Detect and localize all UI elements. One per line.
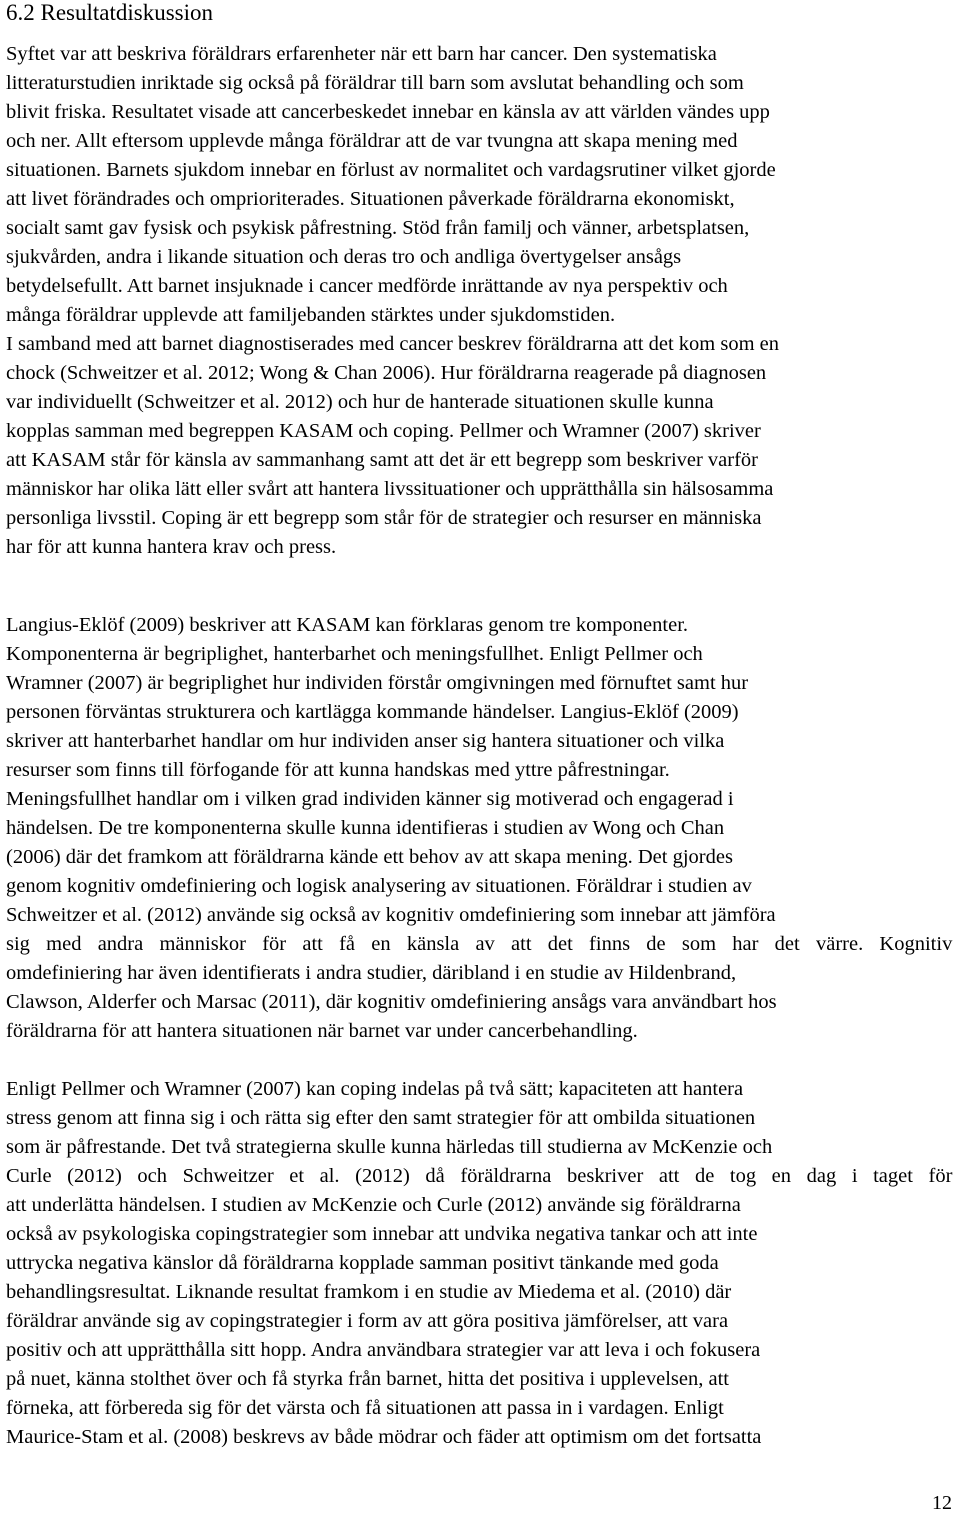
text-line: genom kognitiv omdefiniering och logisk analysering av situationen. Föräldrar i studien av [6,875,752,897]
text-line: sig med andra människor för att få en känsla av att det finns de som har det värre. Kognitiv [6,933,953,955]
text-line: stress genom att finna sig i och rätta sig efter den samt strategier för att ombilda situationen [6,1107,756,1129]
text-line: att KASAM står för känsla av sammanhang samt att det är ett begrepp som beskriver varför [6,449,759,471]
text-line: omdefiniering har även identifierats i andra studier, däribland i en studie av Hildenbrand, [6,962,737,984]
text-line: var individuellt (Schweitzer et al. 2012) och hur de hanterade situationen skulle kunna [6,391,714,413]
text-line: uttrycka negativa känslor då föräldrarna kopplade samman positivt tänkande med goda [6,1252,719,1274]
text-line: som är påfrestande. Det två strategierna skulle kunna härledas till studierna av McKenzie och [6,1136,773,1158]
text-line: Syftet var att beskriva föräldrars erfarenheter när ett barn har cancer. Den systematiska [6,43,717,65]
text-line: chock (Schweitzer et al. 2012; Wong & Chan 2006). Hur föräldrarna reagerade på diagnosen [6,362,767,384]
text-line: att underlätta händelsen. I studien av McKenzie och Curle (2012) använde sig föräldrarna [6,1194,741,1216]
text-line: på nuet, känna stolthet över och få styrka från barnet, hitta det positiva i upplevelsen, att [6,1368,729,1390]
text-line: föräldrar använde sig av copingstrategier i form av att göra positiva jämförelser, att vara [6,1310,729,1332]
text-line: Curle (2012) och Schweitzer et al. (2012) då föräldrarna beskriver att de tog en dag i taget för [6,1165,953,1187]
text-line: Wramner (2007) är begriplighet hur individen förstår omgivningen med förnuftet samt hur [6,672,749,694]
text-line: Langius-Eklöf (2009) beskriver att KASAM kan förklaras genom tre komponenter. [6,614,689,636]
text-line: I samband med att barnet diagnostiserades med cancer beskrev föräldrarna att det kom som en [6,333,780,355]
text-line: kopplas samman med begreppen KASAM och coping. Pellmer och Wramner (2007) skriver [6,420,761,442]
text-line: att livet förändrades och omprioriterades. Situationen påverkade föräldrarna ekonomiskt, [6,188,735,210]
text-line: Maurice-Stam et al. (2008) beskrevs av både mödrar och fäder att optimism om det fortsatta [6,1426,762,1448]
text-line: händelsen. De tre komponenterna skulle kunna identifieras i studien av Wong och Chan [6,817,725,839]
text-line: också av psykologiska copingstrategier som innebar att undvika negativa tankar och att inte [6,1223,758,1245]
text-line: personliga livsstil. Coping är ett begrepp som står för de strategier och resurser en människa [6,507,762,529]
text-line: människor har olika lätt eller svårt att hantera livssituationer och upprätthålla sin hälsosamma [6,478,774,500]
text-line: socialt samt gav fysisk och psykisk påfrestning. Stöd från familj och vänner, arbetsplatsen, [6,217,750,239]
text-line: Schweitzer et al. (2012) använde sig också av kognitiv omdefiniering som innebar att jämföra [6,904,776,926]
text-line: förneka, att förbereda sig för det värsta och få situationen att passa in i vardagen. Enligt [6,1397,724,1419]
text-line: blivit friska. Resultatet visade att cancerbeskedet innebar en känsla av att världen vändes upp [6,101,770,123]
text-line: Enligt Pellmer och Wramner (2007) kan coping indelas på två sätt; kapaciteten att hantera [6,1078,744,1100]
text-line: positiv och att upprätthålla sitt hopp. Andra användbara strategier var att leva i och fokusera [6,1339,761,1361]
section-heading: 6.2 Resultatdiskussion [6,0,214,25]
page-number: 12 [932,1492,952,1514]
text-line: resurser som finns till förfogande för att kunna handskas med yttre påfrestningar. [6,759,670,781]
text-line: Clawson, Alderfer och Marsac (2011), där kognitiv omdefiniering ansågs vara användbart hos [6,991,777,1013]
text-line: situationen. Barnets sjukdom innebar en förlust av normalitet och vardagsrutiner vilket gjorde [6,159,776,181]
text-line: sjukvården, andra i likande situation och deras tro och andliga övertygelser ansågs [6,246,682,268]
text-line: (2006) där det framkom att föräldrarna kände ett behov av att skapa mening. Det gjordes [6,846,733,868]
text-line: och ner. Allt eftersom upplevde många föräldrar att de var tvungna att skapa mening med [6,130,738,152]
text-line: föräldrarna för att hantera situationen när barnet var under cancerbehandling. [6,1020,638,1042]
text-line: Komponenterna är begriplighet, hanterbarhet och meningsfullhet. Enligt Pellmer och [6,643,703,665]
text-line: betydelsefullt. Att barnet insjuknade i cancer medförde inrättande av nya perspektiv och [6,275,728,297]
text-line: många föräldrar upplevde att familjebanden stärktes under sjukdomstiden. [6,304,616,326]
text-line: har för att kunna hantera krav och press. [6,536,337,558]
text-line: behandlingsresultat. Liknande resultat framkom i en studie av Miedema et al. (2010) där [6,1281,732,1303]
text-line: Meningsfullhet handlar om i vilken grad individen känner sig motiverad och engagerad i [6,788,734,810]
text-line: personen förväntas strukturera och kartlägga kommande händelser. Langius-Eklöf (2009) [6,701,739,723]
text-line: skriver att hanterbarhet handlar om hur individen anser sig hantera situationer och vilka [6,730,725,752]
text-line: litteraturstudien inriktade sig också på föräldrar till barn som avslutat behandling och som [6,72,744,94]
